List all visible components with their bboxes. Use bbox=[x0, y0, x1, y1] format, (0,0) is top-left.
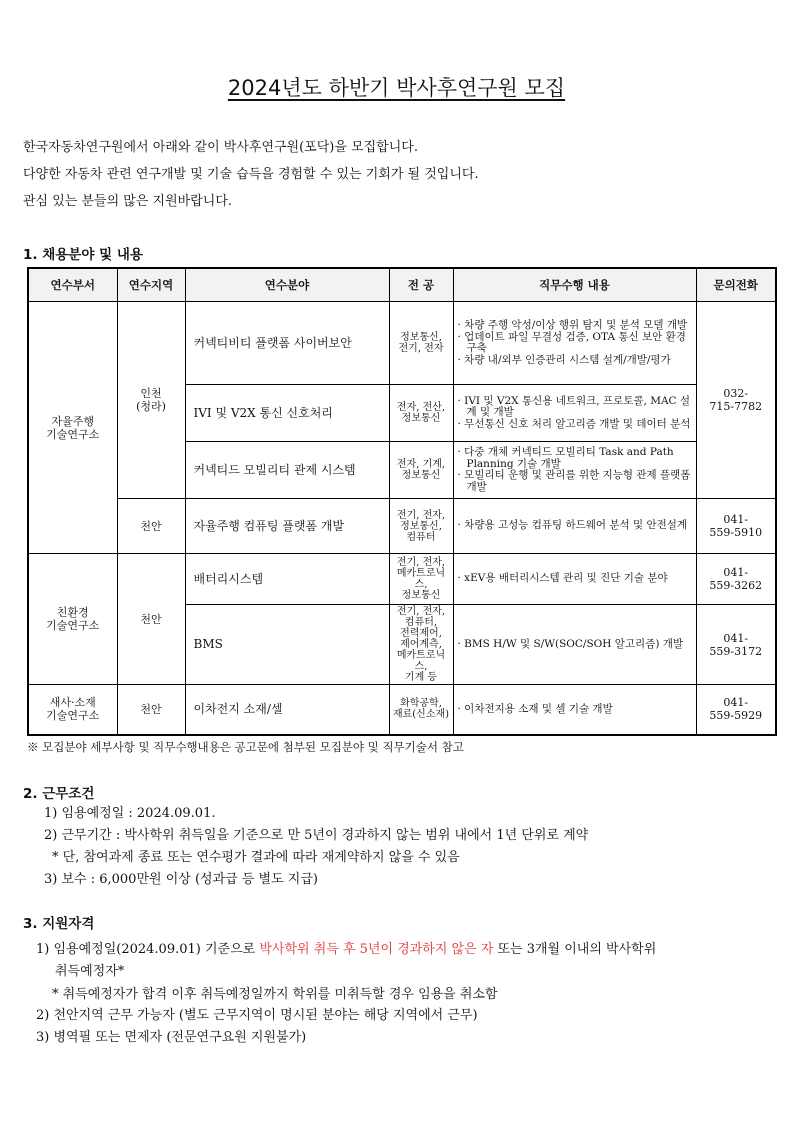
header-department: 연수부서 bbox=[28, 268, 117, 302]
header-phone: 문의전화 bbox=[696, 268, 776, 302]
qualification-note: * 취득예정자가 합격 이후 취득예정일까지 학위를 미취득할 경우 임용을 취소함 bbox=[52, 987, 498, 1002]
region-cell: 천안 bbox=[117, 685, 185, 735]
intro-line: 한국자동차연구원에서 아래와 같이 박사후연구원(포닥)을 모집합니다. bbox=[23, 140, 418, 155]
condition-item: 2) 근무기간 : 박사학위 취득일을 기준으로 만 5년이 경과하지 않는 범위 내에서 1년 단위로 계약 bbox=[44, 828, 589, 843]
department-cell: 자율주행 기술연구소 bbox=[28, 302, 117, 554]
duties-cell: · 차량 주행 악성/이상 행위 탐지 및 분석 모델 개발 · 업데이트 파일 무결성 검증, OTA 통신 보안 환경 구축 · 차량 내/외부 인증관리 시스템 설계/개발/평가 bbox=[453, 302, 696, 385]
field-cell: BMS bbox=[185, 605, 389, 685]
section-heading-1: 1. 채용분야 및 내용 bbox=[23, 247, 143, 263]
field-cell: 배터리시스템 bbox=[185, 554, 389, 605]
intro-text bbox=[23, 134, 479, 215]
region-cell: 인천 (청라) bbox=[117, 302, 185, 499]
field-cell: 이차전지 소재/셀 bbox=[185, 685, 389, 735]
section-heading-3: 3. 지원자격 bbox=[23, 916, 95, 932]
phone-cell: 041- 559-5929 bbox=[696, 685, 776, 735]
duties-cell: · 이차전지용 소재 및 셀 기술 개발 bbox=[453, 685, 696, 735]
department-cell: 친환경 기술연구소 bbox=[28, 554, 117, 685]
qualification-item-cont: 취득예정자* bbox=[55, 964, 125, 979]
phone-cell: 041- 559-3262 bbox=[696, 554, 776, 605]
qualification-item: 1) 임용예정일(2024.09.01) 기준으로 박사학위 취득 후 5년이 경과하지 않은 자 또는 3개월 이내의 박사학위 bbox=[36, 942, 657, 957]
field-cell: 자율주행 컴퓨팅 플랫폼 개발 bbox=[185, 499, 389, 554]
header-duties: 직무수행 내용 bbox=[453, 268, 696, 302]
table-row bbox=[28, 685, 776, 735]
intro-line: 다양한 자동차 관련 연구개발 및 기술 습득을 경험할 수 있는 기회가 될 것입니다. bbox=[23, 167, 479, 182]
page-title: 2024년도 하반기 박사후연구원 모집 bbox=[227, 76, 566, 100]
duties-cell: · 차량용 고성능 컴퓨팅 하드웨어 분석 및 안전설계 bbox=[453, 499, 696, 554]
duties-cell: · IVI 및 V2X 통신용 네트워크, 프로토콜, MAC 설계 및 개발 · 무선통신 신호 처리 알고리즘 개발 및 데이터 분석 bbox=[453, 385, 696, 442]
table-header-row bbox=[28, 268, 776, 302]
duties-cell: · BMS H/W 및 S/W(SOC/SOH 알고리즘) 개발 bbox=[453, 605, 696, 685]
major-cell: 화학공학, 재료(신소재) bbox=[389, 685, 453, 735]
major-cell: 정보통신, 전기, 전자 bbox=[389, 302, 453, 385]
phone-cell: 041- 559-3172 bbox=[696, 605, 776, 685]
condition-item: 1) 임용예정일 : 2024.09.01. bbox=[44, 806, 216, 821]
table-note: ※ 모집분야 세부사항 및 직무수행내용은 공고문에 첨부된 모집분야 및 직무기술서 참고 bbox=[27, 740, 464, 754]
region-cell: 천안 bbox=[117, 499, 185, 554]
table-row bbox=[28, 302, 776, 385]
table-row bbox=[28, 554, 776, 605]
department-cell: 새사·소재 기술연구소 bbox=[28, 685, 117, 735]
intro-line: 관심 있는 분들의 많은 지원바랍니다. bbox=[23, 194, 233, 209]
condition-item: 3) 보수 : 6,000만원 이상 (성과급 등 별도 지급) bbox=[44, 872, 318, 887]
major-cell: 전기, 전자, 메카트로닉스, 정보통신 bbox=[389, 554, 453, 605]
field-cell: 커넥티비티 플랫폼 사이버보안 bbox=[185, 302, 389, 385]
section-heading-2: 2. 근무조건 bbox=[23, 786, 95, 802]
qualification-item: 2) 천안지역 근무 가능자 (별도 근무지역이 명시된 분야는 해당 지역에서 근무) bbox=[36, 1008, 478, 1023]
phone-cell: 032- 715-7782 bbox=[696, 302, 776, 499]
highlighted-requirement: 박사학위 취득 후 5년이 경과하지 않은 자 bbox=[259, 942, 494, 957]
major-cell: 전자, 기계, 정보통신 bbox=[389, 442, 453, 499]
condition-note: * 단, 참여과제 종료 또는 연수평가 결과에 따라 재계약하지 않을 수 있음 bbox=[52, 850, 460, 865]
table-row bbox=[28, 499, 776, 554]
major-cell: 전기, 전자, 정보통신, 컴퓨터 bbox=[389, 499, 453, 554]
qualification-item: 3) 병역필 또는 면제자 (전문연구요원 지원불가) bbox=[36, 1030, 307, 1045]
major-cell: 전기, 전자, 컴퓨터, 전력제어, 제어계측, 메카트로닉스, 기계 등 bbox=[389, 605, 453, 685]
header-region: 연수지역 bbox=[117, 268, 185, 302]
major-cell: 전자, 전산, 정보통신 bbox=[389, 385, 453, 442]
field-cell: IVI 및 V2X 통신 신호처리 bbox=[185, 385, 389, 442]
region-cell: 천안 bbox=[117, 554, 185, 685]
duties-cell: · xEV용 배터리시스템 관리 및 진단 기술 분야 bbox=[453, 554, 696, 605]
header-field: 연수분야 bbox=[185, 268, 389, 302]
phone-cell: 041- 559-5910 bbox=[696, 499, 776, 554]
duties-cell: · 다중 개체 커넥티드 모빌리티 Task and Path Planning 기술 개발 · 모빌리티 운행 및 관리를 위한 지능형 관제 플랫폼 개발 bbox=[453, 442, 696, 499]
field-cell: 커넥티드 모빌리티 관제 시스템 bbox=[185, 442, 389, 499]
recruitment-table bbox=[27, 267, 777, 736]
header-major: 전 공 bbox=[389, 268, 453, 302]
